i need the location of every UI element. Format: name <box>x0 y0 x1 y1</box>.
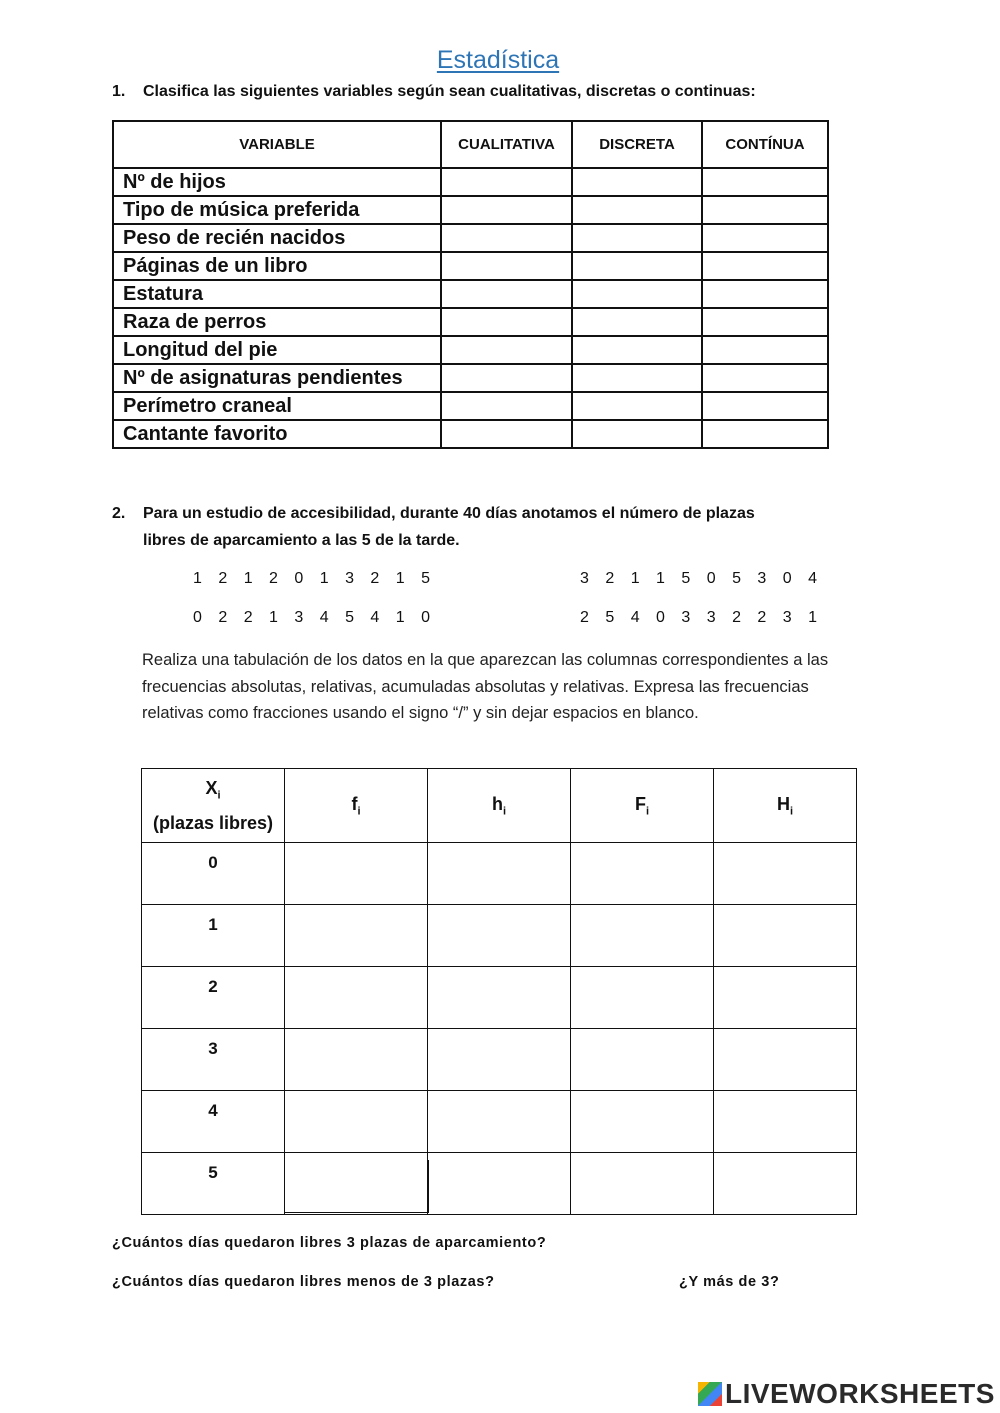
variable-name: Cantante favorito <box>113 420 441 448</box>
question-1-text: Clasifica las siguientes variables según sean cualitativas, discretas o continuas: <box>143 83 756 100</box>
table-row <box>142 1153 857 1215</box>
table-row <box>142 1091 857 1153</box>
answer-cell-continua[interactable] <box>702 420 828 448</box>
table-row <box>113 196 828 224</box>
question-2-number: 2. <box>112 505 126 522</box>
answer-cell-discreta[interactable] <box>572 364 702 392</box>
answer-cell-discreta[interactable] <box>572 336 702 364</box>
hi-input-cell[interactable] <box>428 1153 571 1215</box>
hi-subscript: i <box>502 805 507 818</box>
liveworksheets-logo-icon <box>698 1382 722 1406</box>
answer-cell-cualitativa[interactable] <box>441 168 572 196</box>
hi-input-cell[interactable] <box>428 905 571 967</box>
table-row <box>142 843 857 905</box>
question-2-text-line2: libres de aparcamiento a las 5 de la tarde. <box>143 532 460 549</box>
Fi-subscript: i <box>645 805 650 818</box>
answer-cell-continua[interactable] <box>702 392 828 420</box>
table-row <box>113 420 828 448</box>
answer-cell-cualitativa[interactable] <box>441 336 572 364</box>
table-row <box>142 905 857 967</box>
answer-cell-continua[interactable] <box>702 308 828 336</box>
Hi-input-cell[interactable] <box>714 1153 857 1215</box>
xi-value: 5 <box>142 1153 285 1215</box>
answer-cell-discreta[interactable] <box>572 420 702 448</box>
table-row <box>113 364 828 392</box>
Fi-input-cell[interactable] <box>571 1153 714 1215</box>
xi-value: 1 <box>142 905 285 967</box>
Hi-input-cell[interactable] <box>714 967 857 1029</box>
question-c: ¿Y más de 3? <box>679 1274 780 1290</box>
instructions-text: Realiza una tabulación de los datos en la que aparezcan las columnas correspondientes a las frecuencias absolutas, relativas, acumuladas absolutas y relativas. Expresa las frecuencias relativas como fracciones usando el signo “/” y sin dejar espacios en blanco. <box>142 651 829 722</box>
variable-name: Tipo de música preferida <box>113 196 441 224</box>
answer-cell-cualitativa[interactable] <box>441 196 572 224</box>
table-row <box>142 967 857 1029</box>
answer-cell-continua[interactable] <box>702 280 828 308</box>
fi-input-cell[interactable] <box>285 1029 428 1091</box>
xi-value: 2 <box>142 967 285 1029</box>
hi-input-cell[interactable] <box>428 967 571 1029</box>
header-Hi <box>714 769 857 843</box>
table-row <box>113 308 828 336</box>
data-row: 3 2 1 1 5 0 5 3 0 4 <box>580 570 823 587</box>
variable-name: Peso de recién nacidos <box>113 224 441 252</box>
answer-cell-discreta[interactable] <box>572 168 702 196</box>
liveworksheets-logo <box>698 1378 995 1410</box>
question-a: ¿Cuántos días quedaron libres 3 plazas de aparcamiento? <box>112 1235 547 1251</box>
table-row <box>113 280 828 308</box>
Hi-symbol: H <box>776 793 790 814</box>
page-title: Estadística <box>436 46 560 74</box>
Hi-input-cell[interactable] <box>714 905 857 967</box>
question-b: ¿Cuántos días quedaron libres menos de 3 plazas? <box>112 1274 495 1290</box>
frequency-table <box>141 768 857 1215</box>
answer-cell-continua[interactable] <box>702 364 828 392</box>
header-discreta: DISCRETA <box>572 121 702 168</box>
xi-caption: (plazas libres) <box>152 813 274 834</box>
Fi-input-cell[interactable] <box>571 843 714 905</box>
variable-name: Perímetro craneal <box>113 392 441 420</box>
Hi-input-cell[interactable] <box>714 1029 857 1091</box>
Fi-symbol: F <box>634 793 646 814</box>
variable-name: Estatura <box>113 280 441 308</box>
answer-cell-continua[interactable] <box>702 168 828 196</box>
data-row: 0 2 2 1 3 4 5 4 1 0 <box>193 609 436 626</box>
xi-subscript: i <box>217 789 221 802</box>
answer-cell-continua[interactable] <box>702 336 828 364</box>
variable-name: Páginas de un libro <box>113 252 441 280</box>
Fi-input-cell[interactable] <box>571 1029 714 1091</box>
table-row <box>113 336 828 364</box>
classification-table <box>112 120 829 449</box>
fi-input-cell[interactable] <box>285 1091 428 1153</box>
hi-input-cell[interactable] <box>428 1029 571 1091</box>
answer-cell-discreta[interactable] <box>572 280 702 308</box>
xi-value: 3 <box>142 1029 285 1091</box>
question-2 <box>112 500 912 556</box>
answer-cell-discreta[interactable] <box>572 196 702 224</box>
variable-name: Nº de asignaturas pendientes <box>113 364 441 392</box>
data-row: 1 2 1 2 0 1 3 2 1 5 <box>193 570 436 587</box>
answer-cell-discreta[interactable] <box>572 392 702 420</box>
Hi-input-cell[interactable] <box>714 1091 857 1153</box>
header-Fi <box>571 769 714 843</box>
answer-cell-cualitativa[interactable] <box>441 280 572 308</box>
answer-cell-cualitativa[interactable] <box>441 224 572 252</box>
Hi-subscript: i <box>789 805 794 818</box>
data-row: 2 5 4 0 3 3 2 2 3 1 <box>580 609 823 626</box>
hi-input-cell[interactable] <box>428 843 571 905</box>
variable-name: Longitud del pie <box>113 336 441 364</box>
fi-input-cell[interactable] <box>285 843 428 905</box>
question-1-number: 1. <box>112 83 126 100</box>
answer-cell-continua[interactable] <box>702 196 828 224</box>
header-variable: VARIABLE <box>113 121 441 168</box>
answer-cell-continua[interactable] <box>702 252 828 280</box>
answer-cell-discreta[interactable] <box>572 224 702 252</box>
hi-symbol: h <box>491 793 503 814</box>
hi-input-cell[interactable] <box>428 1091 571 1153</box>
table-row <box>142 1029 857 1091</box>
answer-cell-cualitativa[interactable] <box>441 364 572 392</box>
logo-text: LIVEWORKSHEETS <box>725 1378 995 1409</box>
header-fi <box>285 769 428 843</box>
answer-cell-cualitativa[interactable] <box>441 252 572 280</box>
Hi-input-cell[interactable] <box>714 843 857 905</box>
header-hi <box>428 769 571 843</box>
Fi-input-cell[interactable] <box>571 1091 714 1153</box>
xi-symbol: X <box>205 777 218 798</box>
table-row <box>113 252 828 280</box>
answer-cell-discreta[interactable] <box>572 308 702 336</box>
Fi-input-cell[interactable] <box>571 967 714 1029</box>
question-2-text-line1: Para un estudio de accesibilidad, durante 40 días anotamos el número de plazas <box>143 505 755 522</box>
header-continua: CONTÍNUA <box>702 121 828 168</box>
header-cualitativa: CUALITATIVA <box>441 121 572 168</box>
xi-value: 4 <box>142 1091 285 1153</box>
fi-total-cell[interactable] <box>284 1160 429 1213</box>
fi-input-cell[interactable] <box>285 967 428 1029</box>
variable-name: Raza de perros <box>113 308 441 336</box>
fi-subscript: i <box>357 805 361 818</box>
answer-cell-continua[interactable] <box>702 224 828 252</box>
fi-symbol: f <box>351 793 358 814</box>
answer-cell-cualitativa[interactable] <box>441 308 572 336</box>
header-xi <box>142 769 285 843</box>
fi-input-cell[interactable] <box>285 905 428 967</box>
xi-value: 0 <box>142 843 285 905</box>
table-row <box>113 392 828 420</box>
answer-cell-cualitativa[interactable] <box>441 392 572 420</box>
Fi-input-cell[interactable] <box>571 905 714 967</box>
variable-name: Nº de hijos <box>113 168 441 196</box>
table-row <box>113 168 828 196</box>
answer-cell-discreta[interactable] <box>572 252 702 280</box>
answer-cell-cualitativa[interactable] <box>441 420 572 448</box>
table-row <box>113 224 828 252</box>
